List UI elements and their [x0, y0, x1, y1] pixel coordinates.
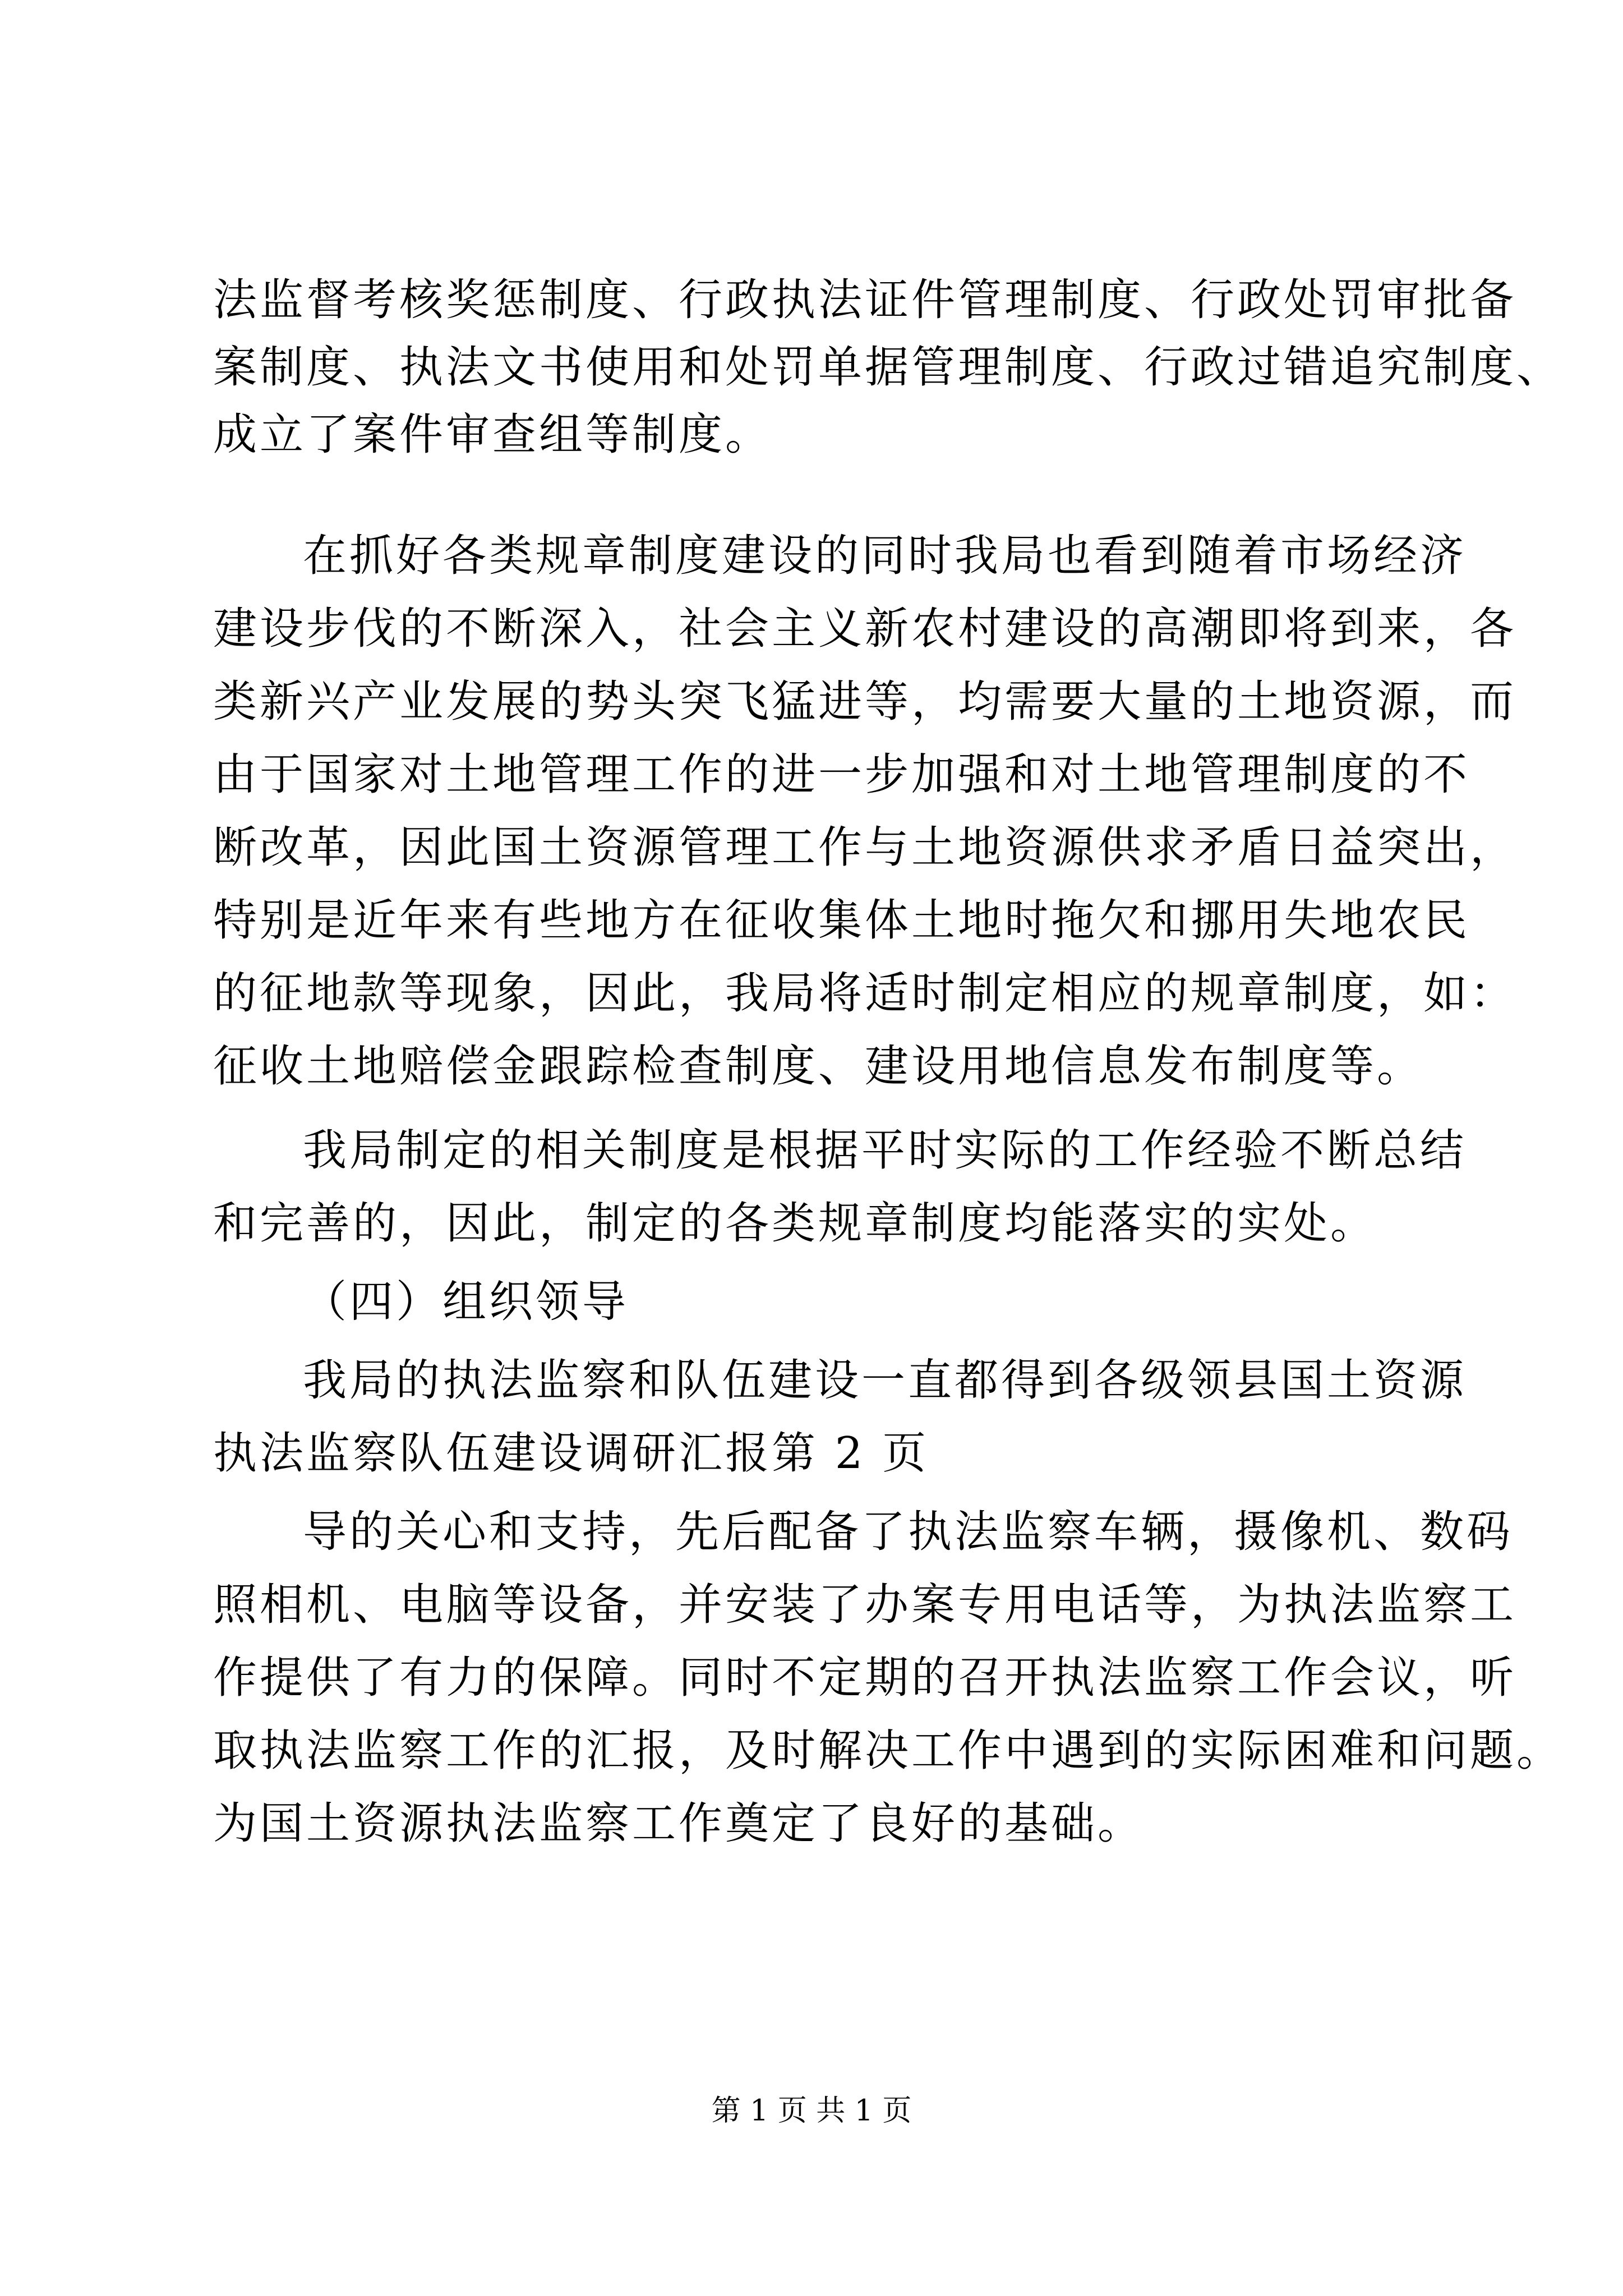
text-line: 特别是近年来有些地方在征收集体土地时拖欠和挪用失地农民 [213, 895, 1470, 946]
text-line: 作提供了有力的保障。同时不定期的召开执法监察工作会议，听 [213, 1653, 1517, 1703]
text-line: 我局的执法监察和队伍建设一直都得到各级领县国土资源 [303, 1355, 1467, 1406]
section-heading: （四）组织领导 [303, 1277, 629, 1327]
text-line: 为国土资源执法监察工作奠定了良好的基础。 [213, 1798, 1145, 1849]
text-line: 执法监察队伍建设调研汇报第 2 页 [213, 1428, 929, 1479]
text-line: 法监督考核奖惩制度、行政执法证件管理制度、行政处罚审批备 [213, 275, 1517, 325]
text-line: 的征地款等现象，因此，我局将适时制定相应的规章制度，如： [213, 968, 1517, 1019]
text-line: 类新兴产业发展的势头突飞猛进等，均需要大量的土地资源，而 [213, 677, 1517, 727]
text-line: 在抓好各类规章制度建设的同时我局也看到随着市场经济 [303, 531, 1467, 581]
text-line: 导的关心和支持，先后配备了执法监察车辆，摄像机、数码 [303, 1507, 1514, 1557]
text-line: 断改革，因此国土资源管理工作与土地资源供求矛盾日益突出， [213, 822, 1517, 873]
text-line: 由于国家对土地管理工作的进一步加强和对土地管理制度的不 [213, 749, 1470, 800]
text-line: 案制度、执法文书使用和处罚单据管理制度、行政过错追究制度、 [213, 342, 1564, 393]
text-line: 成立了案件审查组等制度。 [213, 409, 772, 460]
text-line: 和完善的，因此，制定的各类规章制度均能落实的实处。 [213, 1198, 1377, 1249]
text-line: 征收土地赔偿金跟踪检查制度、建设用地信息发布制度等。 [213, 1041, 1424, 1092]
text-line: 我局制定的相关制度是根据平时实际的工作经验不断总结 [303, 1125, 1467, 1176]
text-line: 照相机、电脑等设备，并安装了办案专用电话等，为执法监察工 [213, 1580, 1517, 1630]
text-line: 建设步伐的不断深入，社会主义新农村建设的高潮即将到来，各 [213, 604, 1517, 654]
text-line: 取执法监察工作的汇报，及时解决工作中遇到的实际困难和问题。 [213, 1726, 1564, 1776]
page-footer: 第 1 页 共 1 页 [711, 2094, 912, 2128]
